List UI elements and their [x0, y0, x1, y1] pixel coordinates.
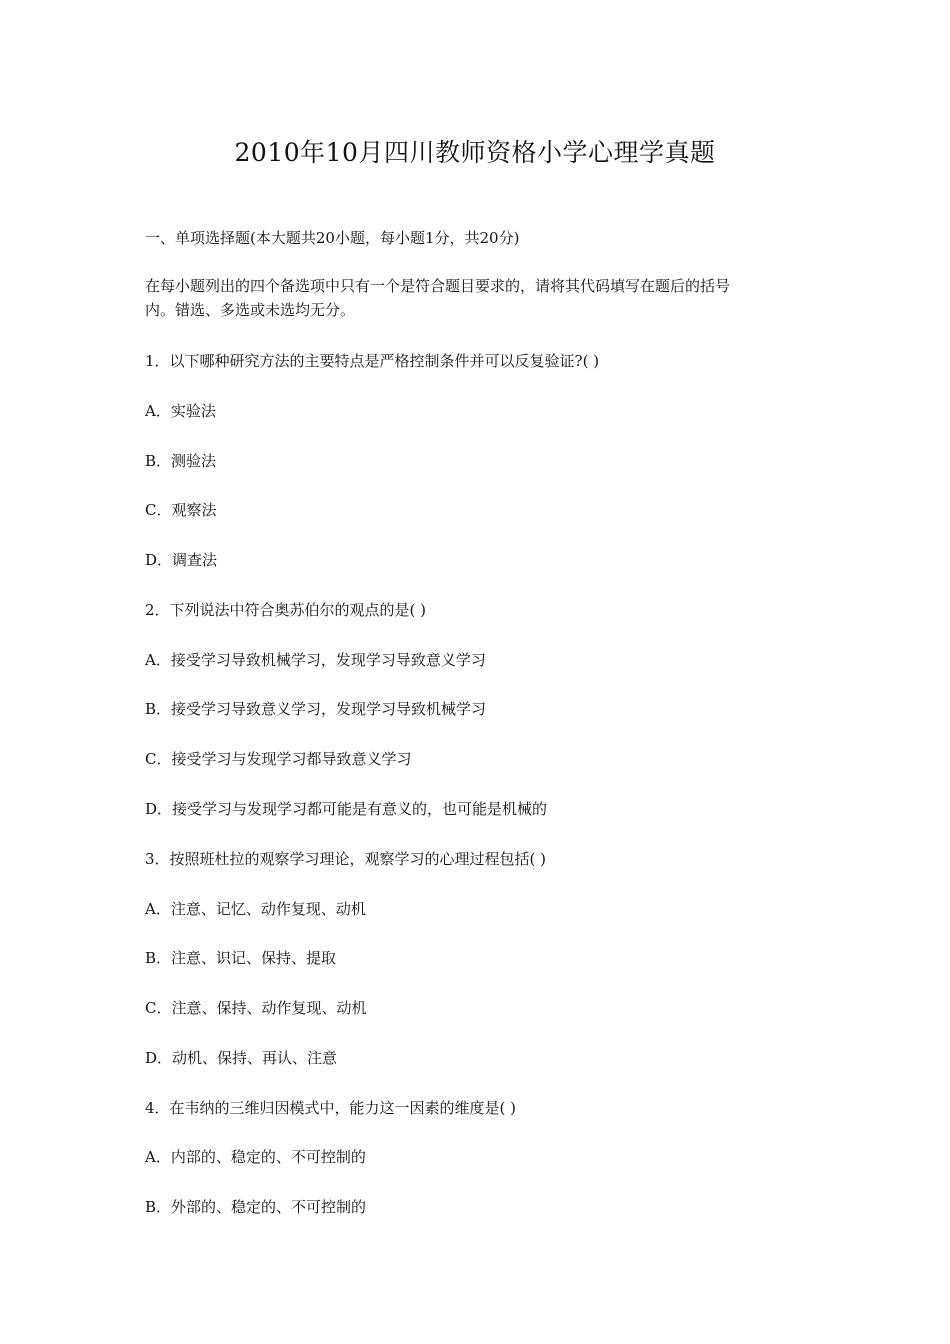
answer-option: D．动机、保持、再认、注意 — [145, 1049, 338, 1067]
answer-option: B．注意、识记、保持、提取 — [145, 949, 337, 967]
answer-option: A．实验法 — [145, 402, 216, 420]
question-stem: 2．下列说法中符合奥苏伯尔的观点的是( ) — [145, 601, 427, 619]
question-stem: 3．按照班杜拉的观察学习理论，观察学习的心理过程包括( ) — [145, 850, 547, 868]
answer-option: B．外部的、稳定的、不可控制的 — [145, 1198, 367, 1216]
answer-option: C．观察法 — [145, 501, 217, 519]
question-stem: 4．在韦纳的三维归因模式中，能力这一因素的维度是( ) — [145, 1099, 517, 1117]
answer-option: B．测验法 — [145, 452, 217, 470]
answer-option: A．注意、记忆、动作复现、动机 — [145, 900, 366, 918]
answer-option: C．接受学习与发现学习都导致意义学习 — [145, 750, 412, 768]
instructions-line-2: 内。错选、多选或未选均无分。 — [145, 301, 356, 319]
answer-option: D．接受学习与发现学习都可能是有意义的，也可能是机械的 — [145, 800, 548, 818]
answer-option: A．接受学习导致机械学习，发现学习导致意义学习 — [145, 651, 486, 669]
instructions-line-1: 在每小题列出的四个备选项中只有一个是符合题目要求的，请将其代码填写在题后的括号 — [145, 277, 731, 295]
answer-option: B．接受学习导致意义学习，发现学习导致机械学习 — [145, 700, 487, 718]
section-heading: 一、单项选择题(本大题共20小题，每小题1分，共20分) — [145, 229, 520, 247]
question-stem: 1．以下哪种研究方法的主要特点是严格控制条件并可以反复验证?( ) — [145, 352, 600, 370]
answer-option: D．调查法 — [145, 551, 218, 569]
page-title: 2010年10月四川教师资格小学心理学真题 — [234, 138, 716, 167]
answer-option: A．内部的、稳定的、不可控制的 — [145, 1148, 366, 1166]
answer-option: C．注意、保持、动作复现、动机 — [145, 999, 367, 1017]
